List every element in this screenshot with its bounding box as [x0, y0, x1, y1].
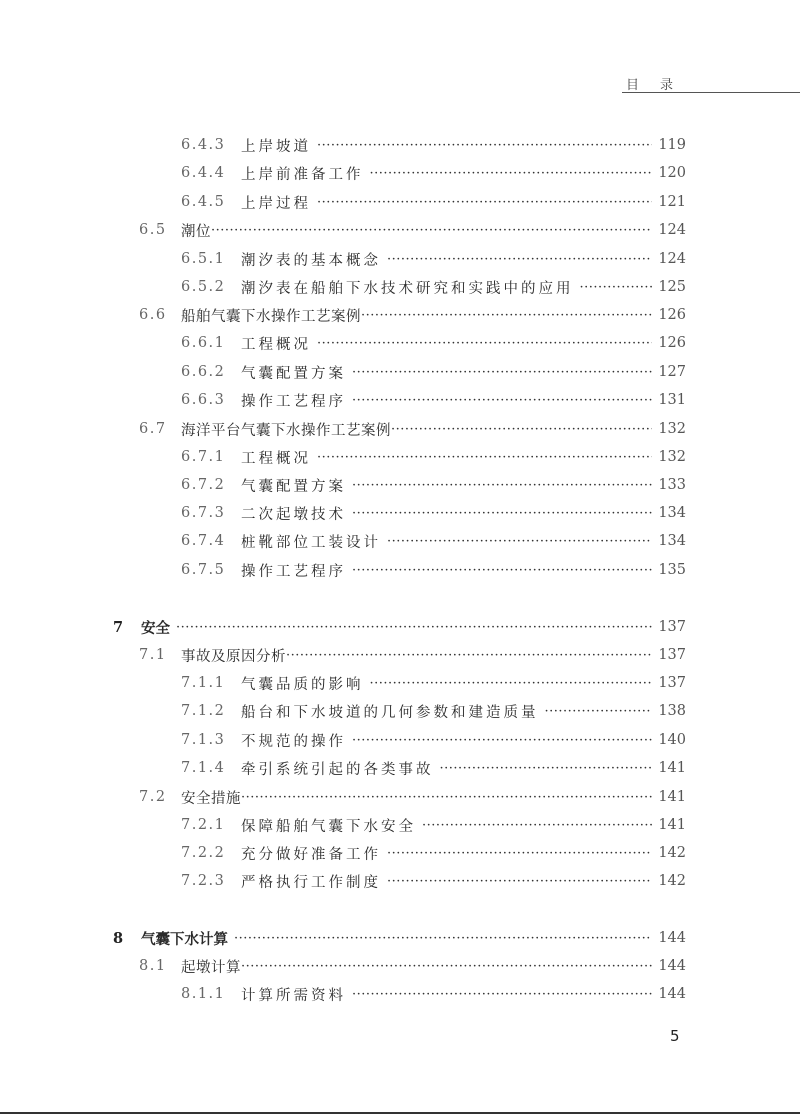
dot-leader — [241, 959, 652, 974]
dot-leader — [370, 676, 653, 691]
toc-entry-page: 132 — [658, 449, 686, 465]
toc-entry-number: 7.2 — [139, 789, 167, 805]
toc-entry — [181, 671, 686, 695]
header-rule — [622, 92, 800, 93]
toc-entry-title: 桩靴部位工装设计 — [241, 534, 381, 551]
toc-entry-number: 7.1.4 — [181, 760, 226, 776]
toc-entry-number: 7 — [113, 618, 124, 636]
toc-entry-page: 141 — [658, 817, 686, 833]
toc-entry-title: 气囊配置方案 — [241, 365, 346, 382]
toc-entry-page: 126 — [658, 307, 686, 323]
toc-entry-number: 6.7.1 — [181, 449, 226, 465]
bottom-rule — [0, 1112, 800, 1114]
dot-leader — [361, 308, 652, 323]
toc-entry-page: 119 — [658, 137, 686, 153]
toc-entry-title: 起墩计算 — [181, 959, 241, 976]
toc-entry — [181, 869, 686, 893]
toc-entry-title: 操作工艺程序 — [241, 563, 346, 580]
toc-entry-page: 144 — [658, 958, 686, 974]
dot-leader — [391, 422, 652, 437]
toc-entry-number: 7.1.1 — [181, 675, 226, 691]
toc-entry-page: 132 — [658, 421, 686, 437]
toc-entry — [139, 785, 686, 809]
toc-entry — [113, 615, 686, 639]
toc-entry — [181, 529, 686, 553]
toc-entry-number: 7.2.2 — [181, 845, 226, 861]
toc-entry-number: 7.1.2 — [181, 703, 226, 719]
toc-entry — [139, 218, 686, 242]
toc-entry-title: 牵引系统引起的各类事故 — [241, 761, 434, 778]
dot-leader — [234, 931, 652, 946]
toc-entry-number: 8.1 — [139, 958, 167, 974]
dot-leader — [317, 450, 652, 465]
toc-entry — [181, 558, 686, 582]
toc-entry-title: 安全 — [141, 620, 170, 637]
dot-leader — [317, 336, 652, 351]
toc-entry-number: 6.7.2 — [181, 477, 226, 493]
toc-entry-page: 124 — [658, 251, 686, 267]
toc-entry — [139, 417, 686, 441]
toc-entry — [181, 331, 686, 355]
dot-leader — [387, 534, 652, 549]
toc-entry-title: 工程概况 — [241, 336, 311, 353]
toc-entry-title: 潮汐表的基本概念 — [241, 252, 381, 269]
toc-entry-page: 137 — [658, 647, 686, 663]
toc-entry-page: 137 — [658, 675, 686, 691]
toc-entry-page: 125 — [658, 279, 686, 295]
toc-entry — [181, 473, 686, 497]
toc-entry — [181, 360, 686, 384]
toc-entry-title: 二次起墩技术 — [241, 506, 346, 523]
toc-entry-page: 142 — [658, 845, 686, 861]
toc-entry-title: 操作工艺程序 — [241, 393, 346, 410]
toc-entry — [181, 445, 686, 469]
dot-leader — [352, 365, 652, 380]
toc-entry-title: 海洋平台气囊下水操作工艺案例 — [181, 422, 391, 439]
toc-entry — [139, 954, 686, 978]
toc-entry-number: 6.7.5 — [181, 562, 226, 578]
dot-leader — [286, 648, 652, 663]
dot-leader — [387, 252, 652, 267]
dot-leader — [352, 506, 652, 521]
dot-leader — [370, 166, 653, 181]
toc-entry-number: 6.7.4 — [181, 533, 226, 549]
toc-entry-title: 气囊下水计算 — [141, 931, 228, 948]
toc-entry-page: 131 — [658, 392, 686, 408]
toc-entry-title: 保障船舶气囊下水安全 — [241, 818, 416, 835]
toc-entry-page: 127 — [658, 364, 686, 380]
toc-entry-page: 126 — [658, 335, 686, 351]
toc-entry — [181, 161, 686, 185]
toc-entry — [181, 133, 686, 157]
toc-entry-title: 上岸前准备工作 — [241, 166, 364, 183]
toc-entry-number: 6.5.1 — [181, 251, 226, 267]
dot-leader — [241, 790, 652, 805]
header-char-2: 录 — [660, 78, 674, 93]
toc-entry-number: 8 — [113, 929, 124, 947]
toc-entry — [181, 699, 686, 723]
toc-entry-number: 6.6.3 — [181, 392, 226, 408]
toc-entry-number: 7.1 — [139, 647, 167, 663]
toc-entry — [181, 275, 686, 299]
toc-entry-number: 6.5 — [139, 222, 167, 238]
toc-entry-title: 严格执行工作制度 — [241, 874, 381, 891]
toc-entry-page: 133 — [658, 477, 686, 493]
toc-entry — [181, 982, 686, 1006]
dot-leader — [580, 280, 653, 295]
toc-entry-page: 144 — [658, 986, 686, 1002]
dot-leader — [176, 620, 652, 635]
toc-entry-number: 7.2.3 — [181, 873, 226, 889]
toc-entry-title: 上岸过程 — [241, 195, 311, 212]
toc-entry — [181, 247, 686, 271]
dot-leader — [352, 987, 652, 1002]
dot-leader — [440, 761, 653, 776]
toc-entry-title: 气囊配置方案 — [241, 478, 346, 495]
toc-entry-number: 7.2.1 — [181, 817, 226, 833]
toc-entry-title: 事故及原因分析 — [181, 648, 286, 665]
toc-entry-number: 6.4.3 — [181, 137, 226, 153]
toc-entry-number: 6.5.2 — [181, 279, 226, 295]
toc-entry-number: 6.4.5 — [181, 194, 226, 210]
toc-entry-title: 船台和下水坡道的几何参数和建造质量 — [241, 704, 539, 721]
toc-entry-number: 7.1.3 — [181, 732, 226, 748]
page-number: 5 — [670, 1027, 680, 1045]
toc-entry-page: 144 — [658, 930, 686, 946]
dot-leader — [545, 704, 653, 719]
toc-entry — [181, 728, 686, 752]
toc-entry — [181, 388, 686, 412]
toc-entry-title: 不规范的操作 — [241, 733, 346, 750]
dot-leader — [387, 874, 652, 889]
dot-leader — [352, 393, 652, 408]
toc-entry-page: 134 — [658, 533, 686, 549]
toc-entry-page: 138 — [658, 703, 686, 719]
toc-entry-number: 6.6 — [139, 307, 167, 323]
toc-entry-page: 135 — [658, 562, 686, 578]
toc-entry — [139, 643, 686, 667]
toc-entry — [181, 501, 686, 525]
dot-leader — [317, 138, 652, 153]
toc-entry — [113, 926, 686, 950]
dot-leader — [422, 818, 652, 833]
toc-entry-title: 上岸坡道 — [241, 138, 311, 155]
dot-leader — [317, 195, 652, 210]
toc-entry-title: 充分做好准备工作 — [241, 846, 381, 863]
toc-entry-title: 计算所需资料 — [241, 987, 346, 1004]
toc-entry-page: 141 — [658, 760, 686, 776]
toc-entry-title: 工程概况 — [241, 450, 311, 467]
toc-entry-page: 120 — [658, 165, 686, 181]
toc-entry-number: 6.4.4 — [181, 165, 226, 181]
toc-entry-title: 潮位 — [181, 223, 211, 240]
dot-leader — [352, 733, 652, 748]
toc-entry-page: 121 — [658, 194, 686, 210]
toc-entry-title: 气囊品质的影响 — [241, 676, 364, 693]
toc-entry-page: 137 — [658, 619, 686, 635]
toc-entry-page: 141 — [658, 789, 686, 805]
toc-entry-number: 6.6.2 — [181, 364, 226, 380]
toc-entry-number: 6.7 — [139, 421, 167, 437]
toc-entry — [181, 841, 686, 865]
toc-entry-number: 8.1.1 — [181, 986, 226, 1002]
toc-entry-number: 6.7.3 — [181, 505, 226, 521]
header-char-1: 目 — [626, 78, 640, 93]
toc-entry — [181, 813, 686, 837]
toc-entry-page: 140 — [658, 732, 686, 748]
toc-entry-page: 134 — [658, 505, 686, 521]
toc-entry — [139, 303, 686, 327]
dot-leader — [211, 223, 652, 238]
toc-entry-title: 安全措施 — [181, 790, 241, 807]
dot-leader — [387, 846, 652, 861]
toc-entry — [181, 190, 686, 214]
dot-leader — [352, 478, 652, 493]
toc-entry-page: 124 — [658, 222, 686, 238]
toc-entry-title: 潮汐表在船舶下水技术研究和实践中的应用 — [241, 280, 574, 297]
running-header — [626, 74, 694, 93]
toc-entry-page: 142 — [658, 873, 686, 889]
toc-entry — [181, 756, 686, 780]
toc-entry-number: 6.6.1 — [181, 335, 226, 351]
toc-entry-title: 船舶气囊下水操作工艺案例 — [181, 308, 361, 325]
dot-leader — [352, 563, 652, 578]
